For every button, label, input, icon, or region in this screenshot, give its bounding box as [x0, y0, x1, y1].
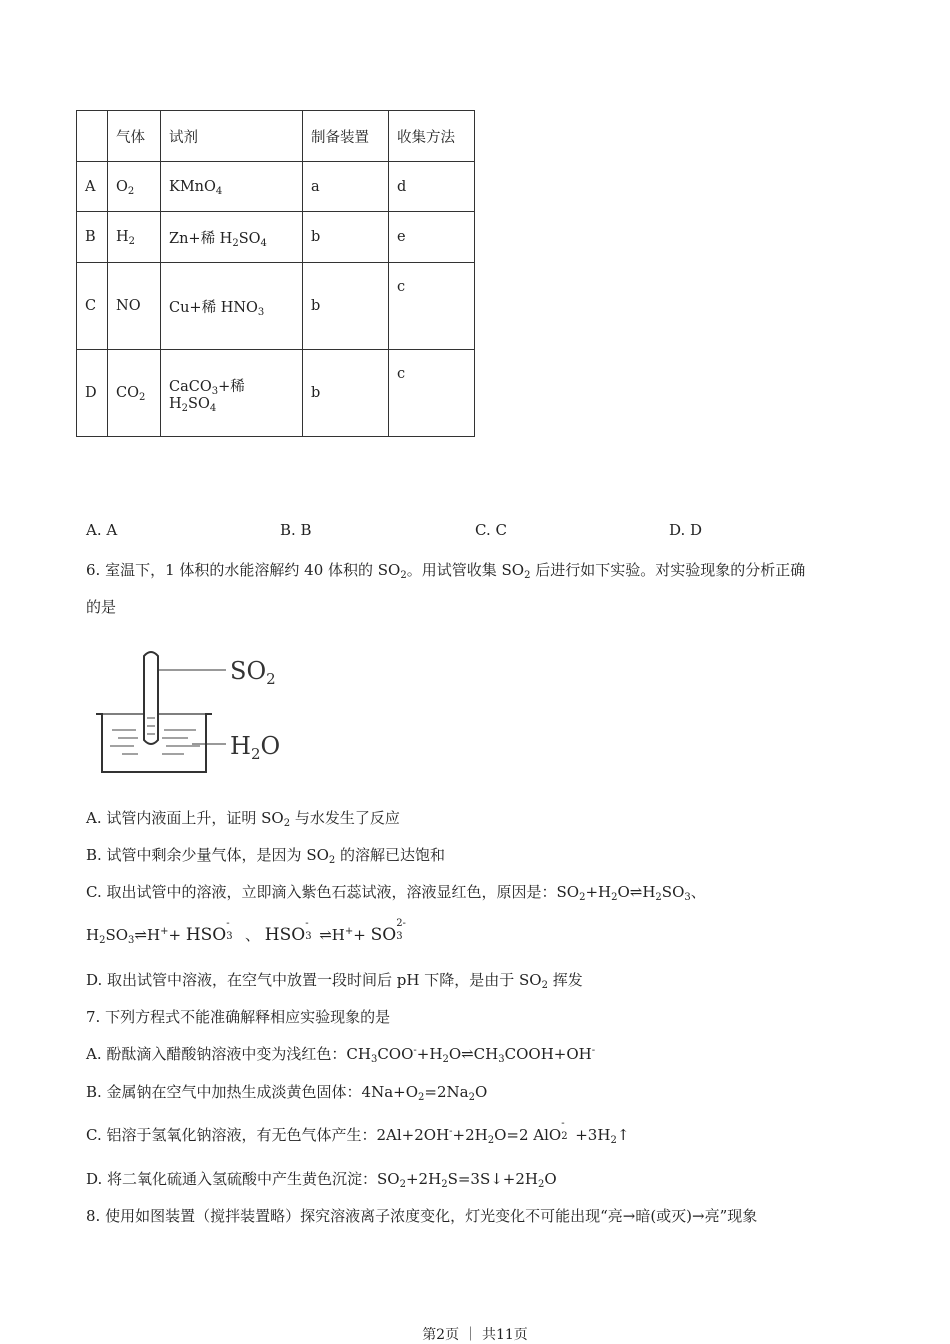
row-label: B	[77, 212, 108, 263]
table-header-cell: 收集方法	[389, 111, 475, 162]
q6-option-c: C. 取出试管中的溶液，立即滴入紫色石蕊试液，溶液显红色，原因是：$SO_2+H_2O\rightleftharpoons H_2SO_3$、	[86, 883, 706, 903]
table-header-row	[77, 111, 475, 162]
q6-option-a: A. 试管内液面上升，证明 $SO_2$ 与水发生了反应	[86, 809, 400, 829]
row-label: A	[77, 162, 108, 212]
q7-option-a: A. 酚酞滴入醋酸钠溶液中变为浅红色：$CH_3COO^-+H_2O\rightleftharpoons CH_3COOH+OH^-$	[86, 1045, 596, 1065]
q7-option-c: C. 铝溶于氢氧化钠溶液，有无色气体产生：$2Al+2OH^-+2H_2O=2$ AlO - 2 $+3H_2↑$	[86, 1118, 630, 1146]
q5-option-c: C. C	[475, 521, 507, 539]
device-cell: b	[303, 350, 389, 437]
table-row	[77, 263, 475, 350]
reagent-cell: Zn+稀 $H_2SO_4$	[161, 212, 303, 263]
table-header-cell: 试剂	[161, 111, 303, 162]
gas-cell: $H_2$	[108, 212, 161, 263]
q5-option-a: A. A	[86, 521, 118, 539]
q7-option-b: B. 金属钠在空气中加热生成淡黄色固体：$4Na+O_2=2Na_2O$	[86, 1083, 488, 1103]
device-cell: a	[303, 162, 389, 212]
table-row	[77, 162, 475, 212]
device-cell: b	[303, 212, 389, 263]
q5-option-b: B. B	[280, 521, 312, 539]
collect-cell: c	[389, 350, 475, 437]
gas-cell: NO	[108, 263, 161, 350]
gas-cell: $CO_2$	[108, 350, 161, 437]
q7-option-d: D. 将二氧化硫通入氢硫酸中产生黄色沉淀：$SO_2+2H_2S=3S↓+2H_2O$	[86, 1170, 557, 1190]
table-header-cell: 制备装置	[303, 111, 389, 162]
collect-cell: c	[389, 263, 475, 350]
so2-label: $SO_2$	[230, 657, 276, 688]
reagent-table	[76, 110, 475, 437]
gas-cell: $O_2$	[108, 162, 161, 212]
table-header-cell: 气体	[108, 111, 161, 162]
device-cell: b	[303, 263, 389, 350]
reagent-cell: CaCO$_3$+稀 $H_2SO_4$	[161, 350, 303, 437]
q6-option-d: D. 取出试管中溶液，在空气中放置一段时间后 pH 下降，是由于 $SO_2$ 挥发	[86, 971, 583, 991]
q6-option-c-line2: $H_2SO_3\rightleftharpoons H^++$ HSO - 3 、 HSO - 3 ⇌H++ SO 2- 3	[86, 918, 406, 946]
row-label: C	[77, 263, 108, 350]
q6-stem-line2: 的是	[86, 598, 117, 616]
page-footer: 第2页 ｜ 共11页	[422, 1327, 528, 1343]
q8-stem: 8. 使用如图装置（搅拌装置略）探究溶液离子浓度变化，灯光变化不可能出现“亮→暗(或灭)→亮”现象	[86, 1207, 758, 1225]
reagent-cell: KMnO$_4$	[161, 162, 303, 212]
h2o-label: $H_2O$	[230, 732, 281, 763]
table-header-cell	[77, 111, 108, 162]
collect-cell: d	[389, 162, 475, 212]
q7-stem: 7. 下列方程式不能准确解释相应实验现象的是	[86, 1008, 391, 1026]
table-row	[77, 212, 475, 263]
q6-stem: 6. 室温下，1 体积的水能溶解约 40 体积的 $SO_2$。用试管收集 $SO_2$ 后进行如下实验。对实验现象的分析正确	[86, 561, 806, 581]
test-tube-figure	[92, 648, 292, 778]
test-tube	[144, 652, 158, 744]
q6-option-b: B. 试管中剩余少量气体，是因为 $SO_2$ 的溶解已达饱和	[86, 846, 446, 866]
table-row	[77, 350, 475, 437]
q5-option-d: D. D	[669, 521, 703, 539]
row-label: D	[77, 350, 108, 437]
collect-cell: e	[389, 212, 475, 263]
reagent-cell: Cu+稀 $HNO_3$	[161, 263, 303, 350]
